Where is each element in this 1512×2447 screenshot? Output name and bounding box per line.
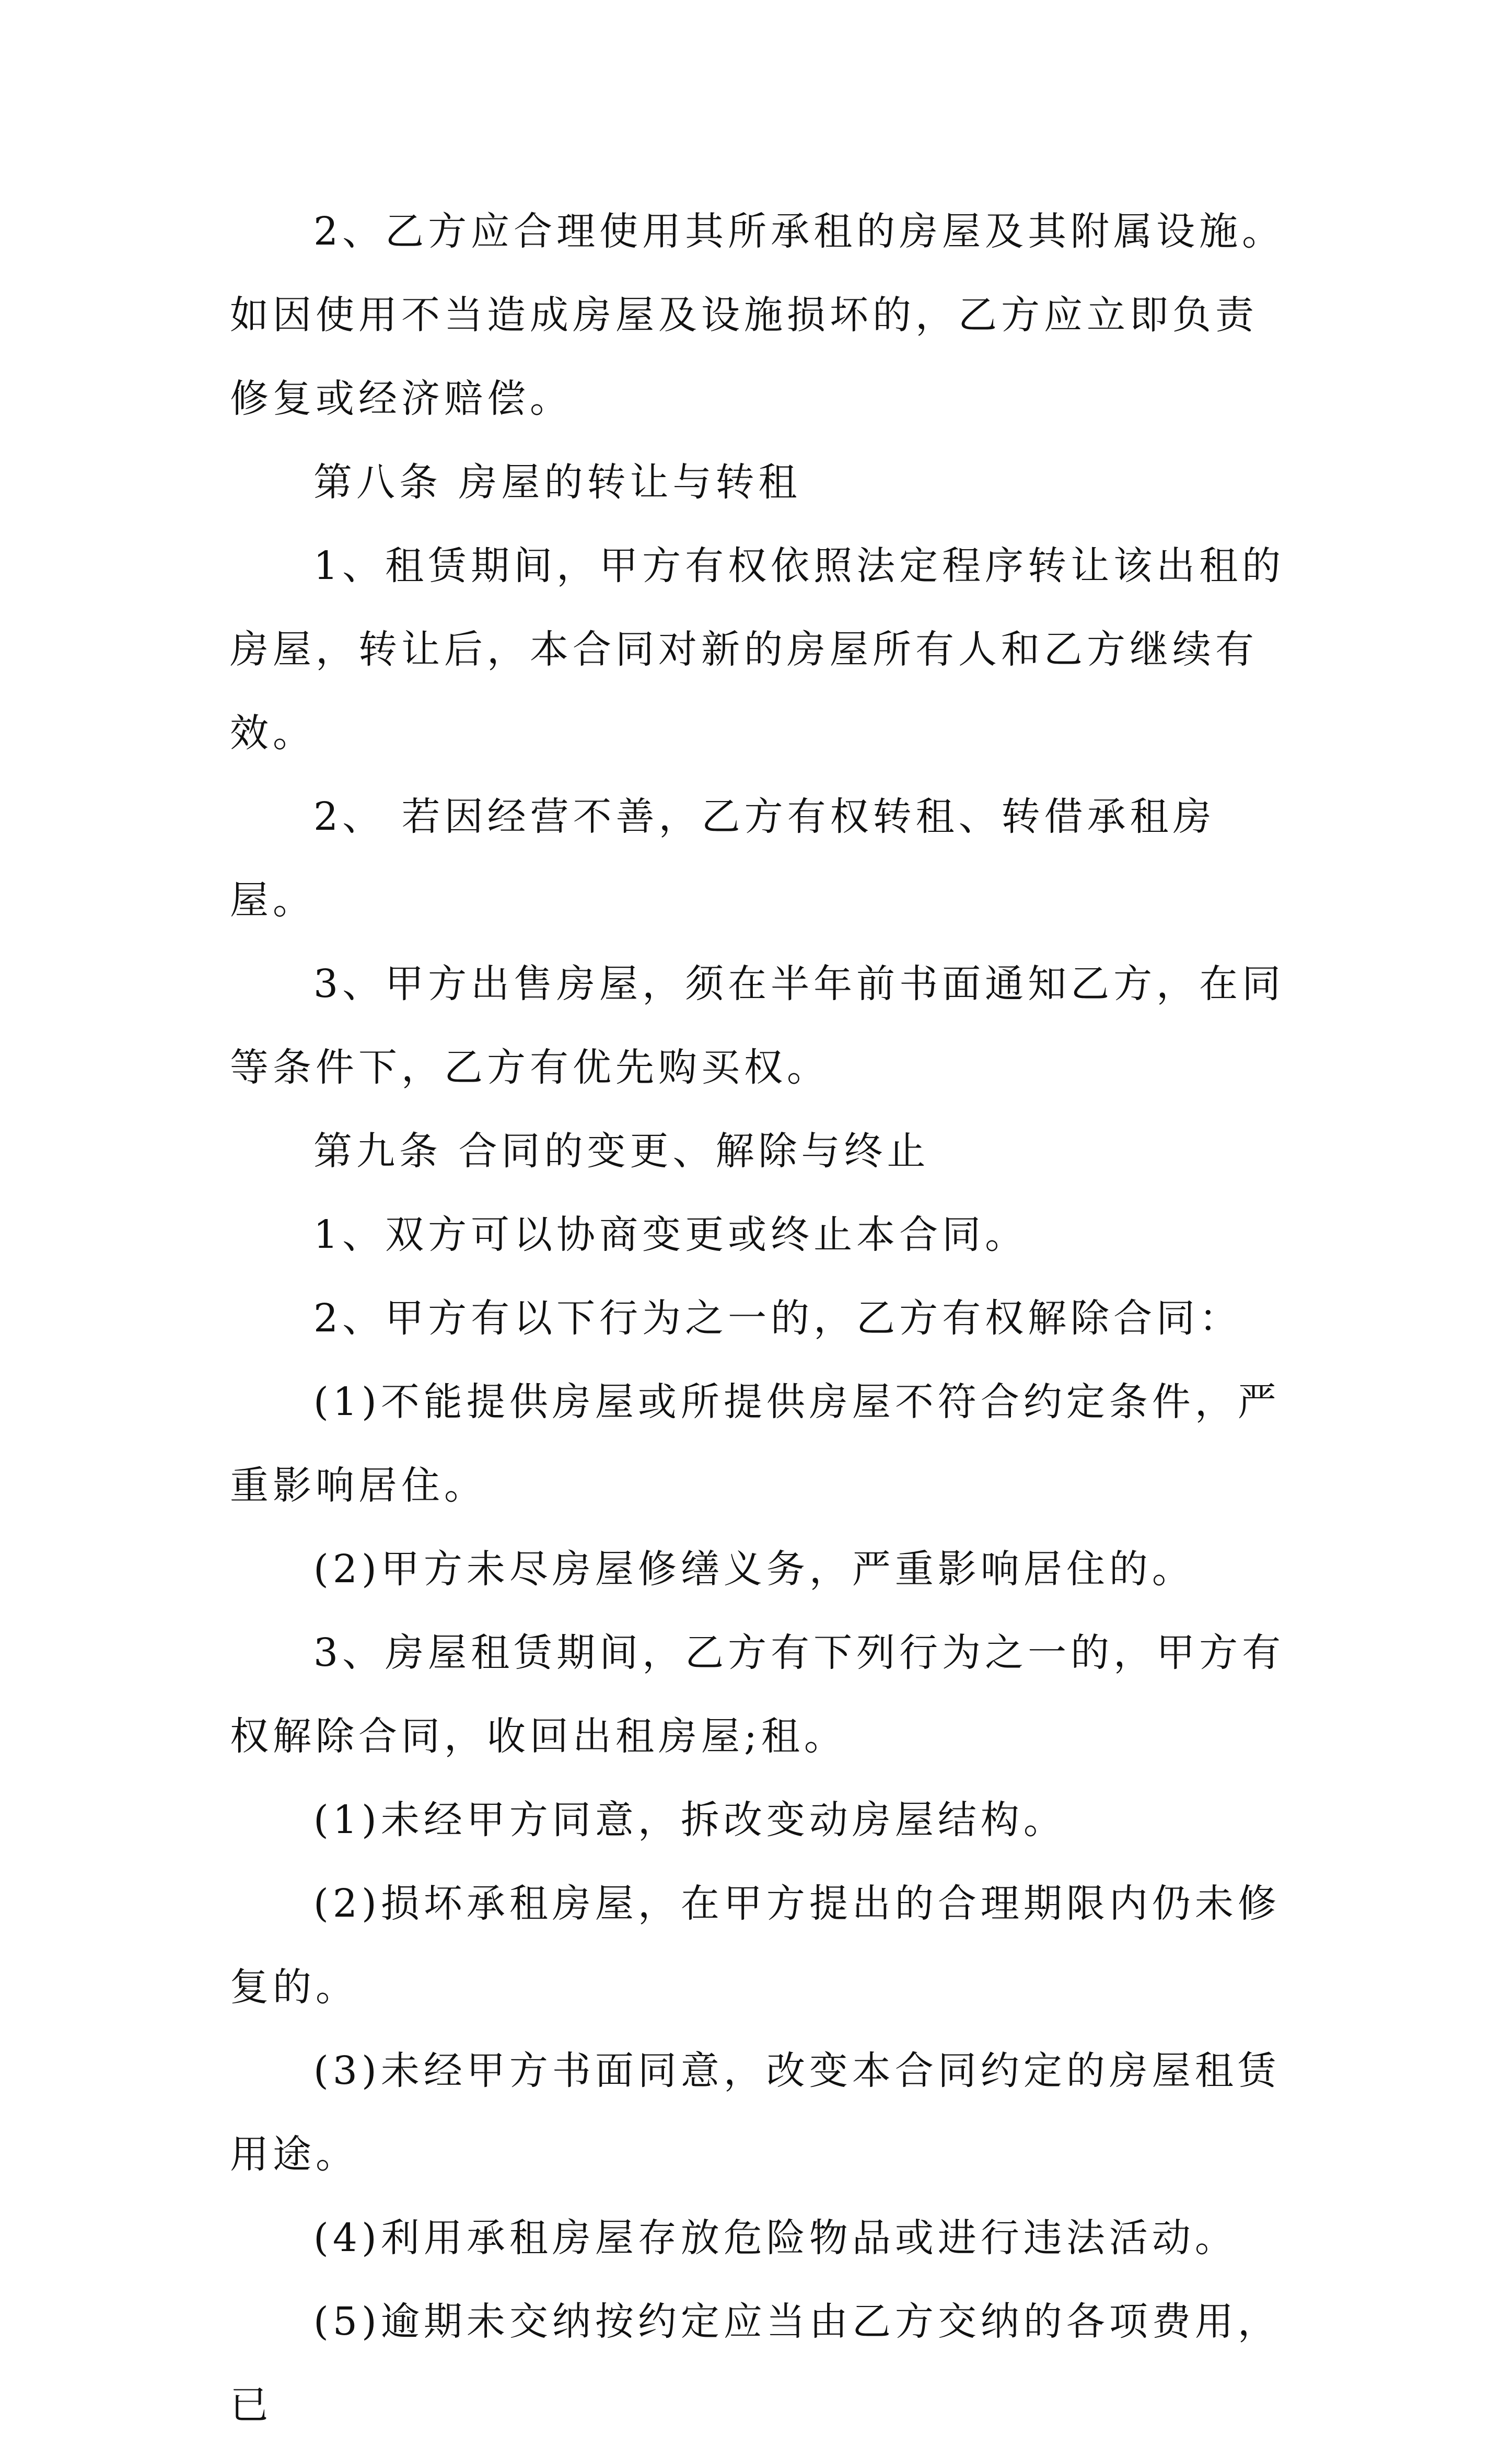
paragraph-clause-9-3-item-3: (3)未经甲方书面同意，改变本合同约定的房屋租赁用途。 bbox=[230, 2048, 1281, 2177]
paragraph-clause-9-2-item-1: (1)不能提供房屋或所提供房屋不符合约定条件，严重影响居住。 bbox=[230, 1379, 1281, 1508]
paragraph-clause-9-3-item-5: (5)逾期未交纳按约定应当由乙方交纳的各项费用，已 bbox=[230, 2299, 1281, 2428]
paragraph-clause-9-3: 3、房屋租赁期间，乙方有下列行为之一的，甲方有权解除合同，收回出租房屋;租。 bbox=[230, 1630, 1285, 1759]
paragraph-clause-8-2: 2、 若因经营不善，乙方有权转租、转借承租房屋。 bbox=[230, 794, 1216, 923]
paragraph-clause-7-2: 2、乙方应合理使用其所承租的房屋及其附属设施。如因使用不当造成房屋及设施损坏的，乙方应立即负责修复或经济赔偿。 bbox=[230, 209, 1285, 421]
paragraph-clause-9-3-item-4: (4)利用承租房屋存放危险物品或进行违法活动。 bbox=[313, 2216, 1238, 2260]
heading-article-9: 第九条 合同的变更、解除与终止 bbox=[313, 1129, 930, 1174]
paragraph-clause-9-2-item-2: (2)甲方未尽房屋修缮义务，严重影响居住的。 bbox=[313, 1547, 1195, 1592]
document-body bbox=[230, 190, 1285, 2447]
paragraph-clause-9-1: 1、双方可以协商变更或终止本合同。 bbox=[313, 1212, 1028, 1257]
paragraph-clause-8-1: 1、租赁期间，甲方有权依照法定程序转让该出租的房屋，转让后，本合同对新的房屋所有人和乙方继续有效。 bbox=[230, 543, 1285, 756]
paragraph-clause-9-3-item-2: (2)损坏承租房屋，在甲方提出的合理期限内仍未修复的。 bbox=[230, 1881, 1281, 2010]
paragraph-clause-9-3-item-1: (1)未经甲方同意，拆改变动房屋结构。 bbox=[313, 1797, 1066, 1842]
paragraph-clause-9-2: 2、甲方有以下行为之一的，乙方有权解除合同： bbox=[313, 1296, 1242, 1341]
paragraph-clause-8-3: 3、甲方出售房屋，须在半年前书面通知乙方，在同等条件下，乙方有优先购买权。 bbox=[230, 961, 1285, 1090]
heading-article-8: 第八条 房屋的转让与转租 bbox=[313, 460, 801, 505]
